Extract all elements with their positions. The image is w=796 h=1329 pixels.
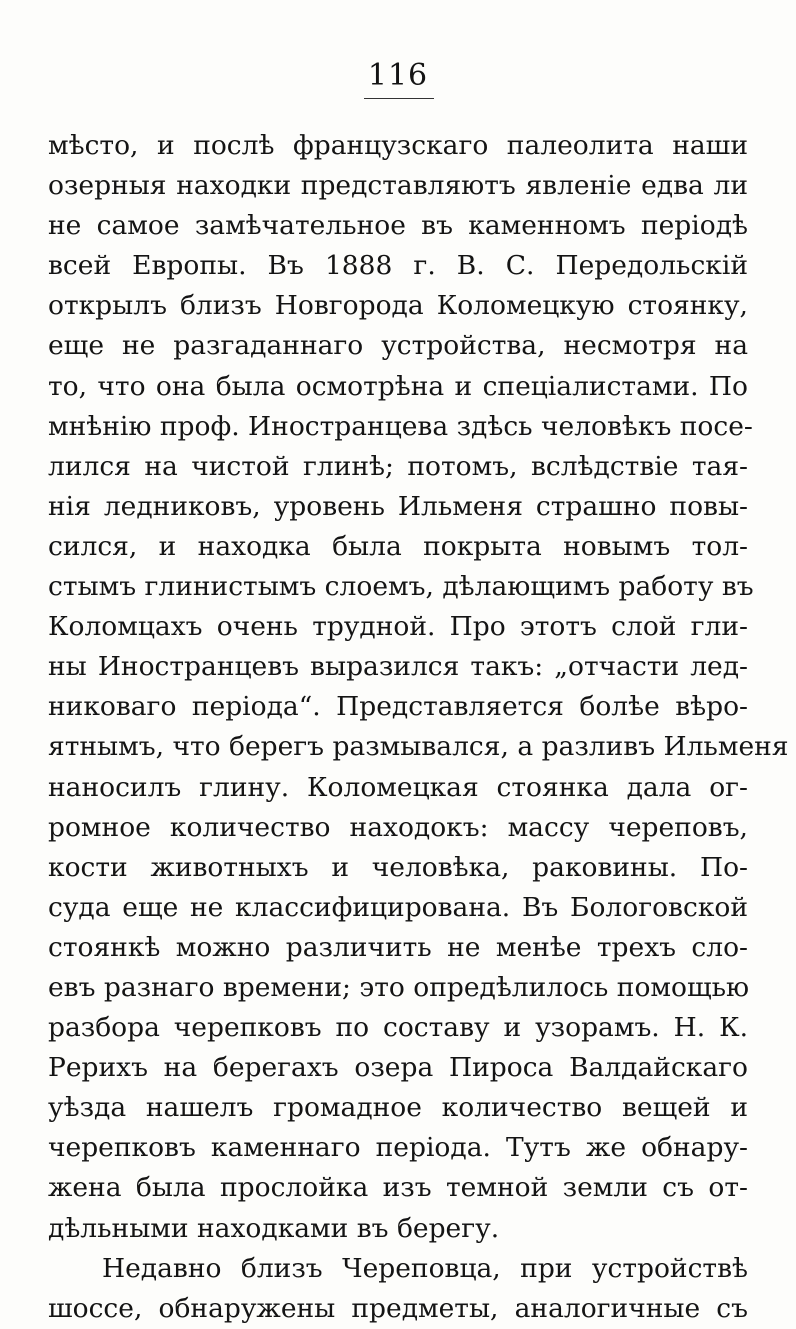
text-line: лился на чистой глинѣ; потомъ, вслѣдствіе тая- bbox=[48, 450, 748, 482]
text-line: кости животныхъ и человѣка, раковины. По- bbox=[48, 851, 748, 883]
page-number-rule bbox=[364, 98, 434, 99]
text-line: жена была прослойка изъ темной земли съ от- bbox=[48, 1172, 748, 1204]
text-line: ятнымъ, что берегъ размывался, а разливъ Ильменя bbox=[48, 731, 789, 763]
text-line: Рерихъ на берегахъ озера Пироса Валдайскаго bbox=[48, 1052, 748, 1084]
text-line: никоваго періода“. Представляется болѣе вѣро- bbox=[48, 691, 748, 723]
text-line: стымъ глинистымъ слоемъ, дѣлающимъ работу въ bbox=[48, 571, 754, 603]
text-line: не самое замѣчательное въ каменномъ періодѣ bbox=[48, 210, 748, 242]
paragraph-end-line: дѣльными находками въ берегу. bbox=[48, 1212, 500, 1244]
body-text bbox=[48, 126, 789, 1329]
text-line: всей Европы. Въ 1888 г. В. С. Передольскій bbox=[48, 250, 748, 282]
text-line: уѣзда нашелъ громадное количество вещей и bbox=[48, 1092, 748, 1124]
paragraph-start-line: Недавно близъ Череповца, при устройствѣ bbox=[102, 1252, 748, 1284]
text-line: еще не разгаданнаго устройства, несмотря на bbox=[48, 330, 748, 362]
text-line: мнѣнію проф. Иностранцева здѣсь человѣкъ посе- bbox=[48, 410, 753, 442]
text-line: нія ледниковъ, уровень Ильменя страшно повы- bbox=[48, 490, 748, 522]
text-line: открылъ близъ Новгорода Коломецкую стоянку, bbox=[48, 290, 748, 322]
text-line: озерныя находки представляютъ явленіе едва ли bbox=[48, 170, 748, 202]
text-line: Коломцахъ очень трудной. Про этотъ слой гли- bbox=[48, 611, 748, 643]
text-line: то, что она была осмотрѣна и спеціалистами. По bbox=[48, 370, 748, 402]
text-line: мѣсто, и послѣ французскаго палеолита наши bbox=[48, 130, 748, 161]
text-line: евъ разнаго времени; это опредѣлилось помощью bbox=[48, 971, 750, 1003]
text-line: шоссе, обнаружены предметы, аналогичные съ bbox=[48, 1292, 748, 1324]
text-line: ромное количество находокъ: массу череповъ, bbox=[48, 811, 748, 843]
text-line: суда еще не классифицирована. Въ Бологовской bbox=[48, 891, 748, 923]
page-number: 116 bbox=[367, 58, 429, 93]
text-line: наносилъ глину. Коломецкая стоянка дала ог- bbox=[48, 771, 748, 803]
text-line: разбора черепковъ по составу и узорамъ. Н. К. bbox=[48, 1012, 748, 1044]
text-line: черепковъ каменнаго періода. Тутъ же обнару- bbox=[48, 1132, 748, 1164]
text-line: сился, и находка была покрыта новымъ тол- bbox=[48, 530, 748, 562]
text-line: стоянкѣ можно различить не менѣе трехъ сло- bbox=[48, 931, 748, 963]
text-line: ны Иностранцевъ выразился такъ: „отчасти лед- bbox=[48, 651, 748, 683]
